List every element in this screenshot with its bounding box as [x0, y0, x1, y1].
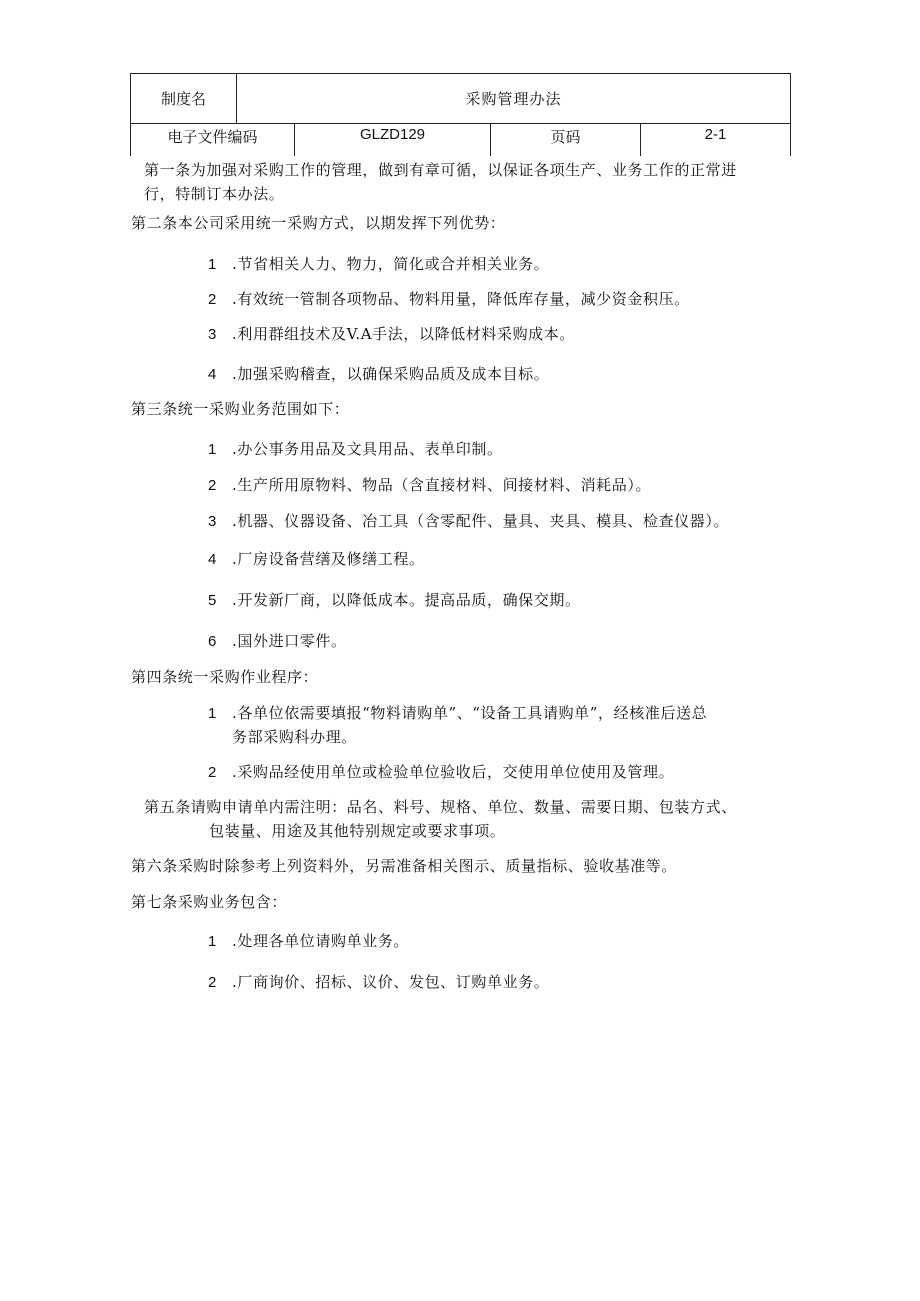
regime-name-label: 制度名: [131, 74, 237, 124]
list-item: [208, 702, 707, 725]
item-text: .办公事务用品及文具用品、表单印制。: [232, 440, 503, 458]
article-4: 第四条统一采购作业程序：: [131, 668, 319, 686]
item-number: 5: [208, 592, 217, 609]
item-text: .厂房设备营缮及修缮工程。: [232, 550, 425, 568]
article-3: 第三条统一采购业务范围如下：: [131, 400, 350, 418]
item-number: 1: [208, 256, 217, 273]
header-row-title: [131, 74, 791, 124]
article-5-line-2: 包装量、用途及其他特别规定或要求事项。: [209, 822, 506, 840]
list-item: [208, 930, 409, 953]
list-item-continuation: 务部采购科办理。: [232, 728, 357, 746]
list-item: [208, 438, 503, 461]
item-number: 3: [208, 513, 217, 530]
item-text: .采购品经使用单位或检验单位验收后，交使用单位使用及管理。: [232, 763, 675, 781]
list-item: [208, 761, 674, 784]
article-1-line-1: 第一条为加强对采购工作的管理，做到有章可循，以保证各项生产、业务工作的正常进: [144, 161, 737, 179]
file-code-label: 电子文件编码: [131, 124, 295, 157]
item-text: .节省相关人力、物力，简化或合并相关业务。: [232, 255, 550, 273]
list-item: [208, 510, 729, 533]
item-number: 6: [208, 633, 217, 650]
item-text: .各单位依需要填报“物料请购单”、“设备工具请购单”，经核准后送总: [232, 704, 708, 722]
item-text: .处理各单位请购单业务。: [232, 932, 409, 950]
item-text: .加强采购稽查，以确保采购品质及成本目标。: [232, 365, 550, 383]
document-title: 采购管理办法: [237, 74, 791, 124]
list-item: [208, 630, 347, 653]
item-number: 2: [208, 477, 217, 494]
item-number: 4: [208, 366, 217, 383]
article-6: 第六条采购时除参考上列资料外，另需准备相关图示、质量指标、验收基准等。: [131, 857, 678, 875]
article-2: 第二条本公司采用统一采购方式，以期发挥下列优势：: [131, 214, 506, 232]
header-row-meta: [131, 124, 791, 157]
list-item: [208, 548, 425, 571]
item-text: .生产所用原物料、物品（含直接材料、间接材料、消耗品）。: [232, 476, 652, 494]
page-value: 2-1: [641, 124, 791, 157]
item-text: .开发新厂商，以降低成本。提高品质，确保交期。: [232, 591, 581, 609]
item-number: 3: [208, 326, 217, 343]
item-text: .有效统一管制各项物品、物料用量，降低库存量，减少资金积压。: [232, 290, 690, 308]
item-text: .利用群组技术及V.A手法，以降低材料采购成本。: [232, 325, 575, 343]
item-number: 2: [208, 764, 217, 781]
item-text: .机器、仪器设备、冶工具（含零配件、量具、夹具、模具、检查仪器）。: [232, 512, 730, 530]
article-7: 第七条采购业务包含：: [131, 893, 288, 911]
list-item: [208, 971, 549, 994]
article-5-line-1: 第五条请购申请单内需注明：品名、料号、规格、单位、数量、需要日期、包装方式、: [144, 798, 737, 816]
list-item: [208, 474, 651, 497]
item-text: .厂商询价、招标、议价、发包、订购单业务。: [232, 973, 550, 991]
list-item: [208, 253, 549, 276]
list-item: [208, 363, 549, 386]
item-number: 1: [208, 441, 217, 458]
item-number: 2: [208, 291, 217, 308]
item-number: 1: [208, 705, 217, 722]
list-item: [208, 288, 690, 311]
list-item: [208, 589, 581, 612]
file-code-value: GLZD129: [295, 124, 491, 157]
item-text: .国外进口零件。: [232, 632, 347, 650]
page-label: 页码: [491, 124, 641, 157]
item-number: 1: [208, 933, 217, 950]
list-item: [208, 323, 575, 346]
article-1-line-2: 行，特制订本办法。: [144, 185, 285, 203]
header-table: [130, 73, 791, 156]
item-number: 4: [208, 551, 217, 568]
item-number: 2: [208, 974, 217, 991]
